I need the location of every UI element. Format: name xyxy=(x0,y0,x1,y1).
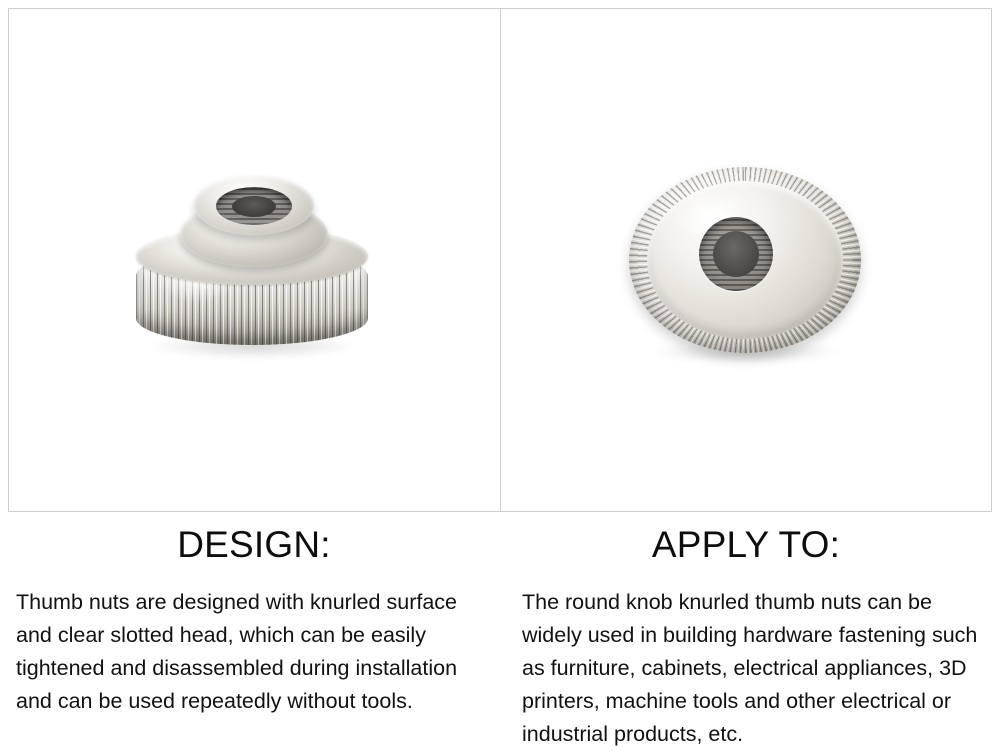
threaded-bore xyxy=(216,187,292,225)
apply-to-body-text: The round knob knurled thumb nuts can be widely used in building hardware fastening such as furniture, cabinets, electrical appliances, 3D printers, machine tools and other electrical or industrial products, etc. xyxy=(522,590,978,746)
product-image-panel-left xyxy=(8,8,500,512)
thumb-nut-angled-icon xyxy=(124,145,384,375)
design-body-text: Thumb nuts are designed with knurled surface and clear slotted head, which can be easily tightened and disassembled during installation and can be used repeatedly without tools. xyxy=(16,590,458,713)
apply-to-heading: APPLY TO: xyxy=(651,524,841,565)
description-column-apply-to xyxy=(500,524,992,751)
product-image-panel-right xyxy=(500,8,993,512)
description-columns xyxy=(8,524,992,751)
product-image-panels xyxy=(8,8,992,512)
bore-interior xyxy=(713,231,759,277)
bore-interior xyxy=(232,196,276,217)
description-column-design xyxy=(8,524,500,751)
thumb-nut-top-icon xyxy=(621,145,871,375)
design-heading: DESIGN: xyxy=(177,524,331,565)
threaded-bore xyxy=(699,217,773,291)
